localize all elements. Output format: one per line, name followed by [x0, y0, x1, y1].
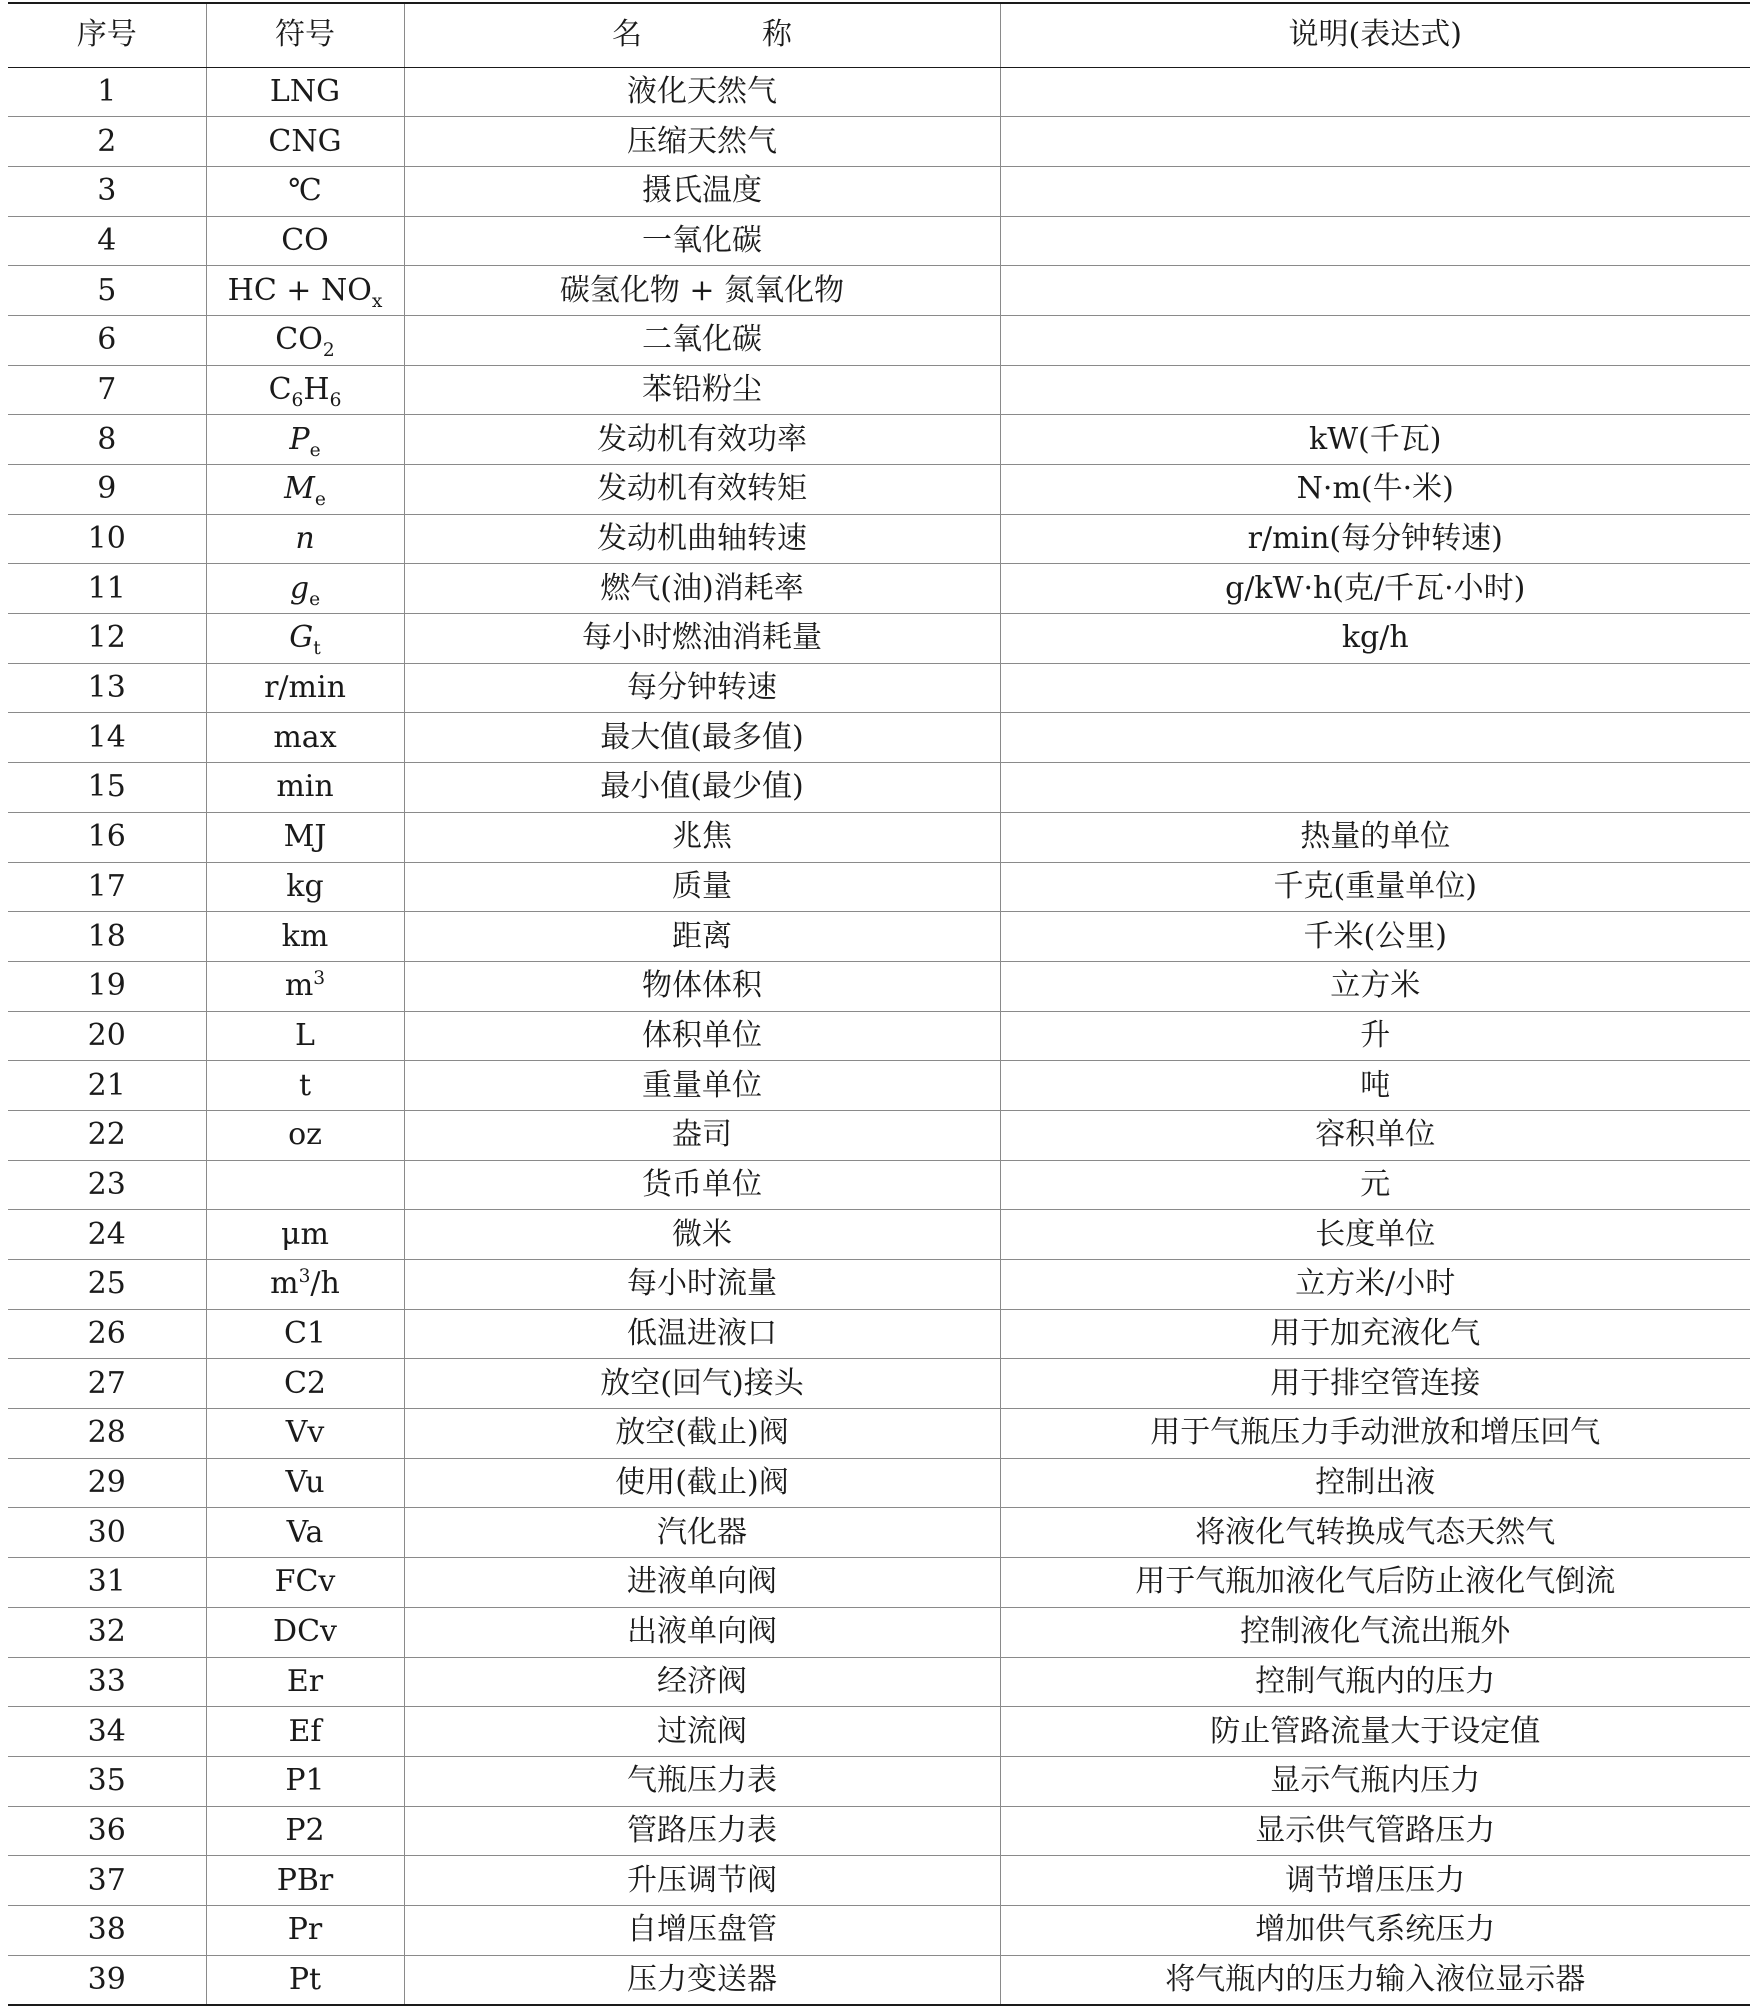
table-row	[8, 1856, 1750, 1906]
table-row	[8, 1558, 1750, 1608]
table-row	[8, 1905, 1750, 1955]
cell-description: 控制气瓶内的压力	[1000, 1657, 1750, 1707]
cell-description: 千米(公里)	[1000, 912, 1750, 962]
table-row	[8, 1409, 1750, 1459]
cell-name: 重量单位	[404, 1061, 1000, 1111]
table-row	[8, 1657, 1750, 1707]
symbol-main: m	[270, 1266, 299, 1302]
header-index: 序号	[8, 3, 206, 67]
table-row	[8, 614, 1750, 664]
cell-description	[1000, 166, 1750, 216]
symbol-subscript: e	[314, 489, 326, 511]
cell-index: 39	[8, 1955, 206, 2005]
cell-name: 进液单向阀	[404, 1558, 1000, 1608]
cell-index: 11	[8, 564, 206, 614]
table-row	[8, 1260, 1750, 1310]
cell-index: 17	[8, 862, 206, 912]
cell-description: 千克(重量单位)	[1000, 862, 1750, 912]
symbol-subscript-a: 6	[291, 389, 304, 411]
cell-index: 20	[8, 1011, 206, 1061]
cell-description	[1000, 266, 1750, 316]
cell-symbol	[206, 564, 404, 614]
cell-symbol	[206, 961, 404, 1011]
cell-symbol: n	[206, 514, 404, 564]
cell-name: 自增压盘管	[404, 1905, 1000, 1955]
cell-index: 33	[8, 1657, 206, 1707]
cell-name: 过流阀	[404, 1707, 1000, 1757]
header-name	[404, 3, 1000, 67]
cell-description	[1000, 216, 1750, 266]
cell-symbol	[206, 614, 404, 664]
cell-name: 发动机有效转矩	[404, 465, 1000, 515]
cell-symbol	[206, 365, 404, 415]
cell-index: 7	[8, 365, 206, 415]
cell-index: 25	[8, 1260, 206, 1310]
cell-description: 将气瓶内的压力输入液位显示器	[1000, 1955, 1750, 2005]
cell-description: 立方米/小时	[1000, 1260, 1750, 1310]
cell-description: 热量的单位	[1000, 812, 1750, 862]
cell-description	[1000, 763, 1750, 813]
symbol-subscript: x	[371, 290, 383, 312]
cell-name: 气瓶压力表	[404, 1756, 1000, 1806]
symbol-superscript: 3	[298, 1266, 311, 1288]
cell-symbol	[206, 315, 404, 365]
cell-index: 26	[8, 1309, 206, 1359]
cell-description: 调节增压压力	[1000, 1856, 1750, 1906]
cell-description	[1000, 67, 1750, 117]
cell-name: 低温进液口	[404, 1309, 1000, 1359]
table-row	[8, 315, 1750, 365]
cell-name: 物体体积	[404, 961, 1000, 1011]
cell-index: 4	[8, 216, 206, 266]
cell-description: 增加供气系统压力	[1000, 1905, 1750, 1955]
cell-symbol: t	[206, 1061, 404, 1111]
cell-description: 将液化气转换成气态天然气	[1000, 1508, 1750, 1558]
table-row	[8, 1756, 1750, 1806]
cell-name: 使用(截止)阀	[404, 1458, 1000, 1508]
cell-description	[1000, 365, 1750, 415]
cell-symbol: Vu	[206, 1458, 404, 1508]
cell-symbol: P2	[206, 1806, 404, 1856]
symbol-part-b: H	[303, 371, 330, 407]
symbol-subscript: t	[313, 638, 321, 660]
cell-symbol: max	[206, 713, 404, 763]
symbol-subscript-b: 6	[329, 389, 342, 411]
table-row	[8, 564, 1750, 614]
cell-name: 距离	[404, 912, 1000, 962]
cell-index: 27	[8, 1359, 206, 1409]
symbol-main: M	[284, 471, 315, 507]
table-row	[8, 365, 1750, 415]
cell-symbol: kg	[206, 862, 404, 912]
cell-name: 汽化器	[404, 1508, 1000, 1558]
cell-description: N·m(牛·米)	[1000, 465, 1750, 515]
cell-name: 放空(截止)阀	[404, 1409, 1000, 1459]
cell-symbol: Vv	[206, 1409, 404, 1459]
table-row	[8, 415, 1750, 465]
symbol-part-a: C	[268, 371, 292, 407]
cell-name: 管路压力表	[404, 1806, 1000, 1856]
cell-name: 发动机曲轴转速	[404, 514, 1000, 564]
symbol-main: g	[289, 570, 310, 606]
cell-description: r/min(每分钟转速)	[1000, 514, 1750, 564]
cell-index: 36	[8, 1806, 206, 1856]
table-row	[8, 1607, 1750, 1657]
table-row	[8, 961, 1750, 1011]
cell-name: 二氧化碳	[404, 315, 1000, 365]
cell-index: 15	[8, 763, 206, 813]
cell-symbol: C1	[206, 1309, 404, 1359]
cell-name: 液化天然气	[404, 67, 1000, 117]
cell-description: 元	[1000, 1160, 1750, 1210]
cell-name: 体积单位	[404, 1011, 1000, 1061]
cell-symbol: MJ	[206, 812, 404, 862]
table-row	[8, 663, 1750, 713]
cell-description: 用于加充液化气	[1000, 1309, 1750, 1359]
cell-description: 显示气瓶内压力	[1000, 1756, 1750, 1806]
cell-name: 一氧化碳	[404, 216, 1000, 266]
symbol-subscript: e	[309, 588, 321, 610]
table-row	[8, 1806, 1750, 1856]
cell-index: 9	[8, 465, 206, 515]
cell-name: 经济阀	[404, 1657, 1000, 1707]
cell-index: 6	[8, 315, 206, 365]
cell-description: 控制出液	[1000, 1458, 1750, 1508]
cell-name: 碳氢化物 + 氮氧化物	[404, 266, 1000, 316]
cell-index: 38	[8, 1905, 206, 1955]
symbol-main: G	[289, 620, 314, 656]
table-row	[8, 216, 1750, 266]
cell-index: 12	[8, 614, 206, 664]
cell-symbol: C2	[206, 1359, 404, 1409]
cell-name: 最大值(最多值)	[404, 713, 1000, 763]
cell-symbol: Va	[206, 1508, 404, 1558]
cell-index: 29	[8, 1458, 206, 1508]
cell-index: 3	[8, 166, 206, 216]
cell-name: 最小值(最少值)	[404, 763, 1000, 813]
cell-name: 升压调节阀	[404, 1856, 1000, 1906]
cell-symbol: PBr	[206, 1856, 404, 1906]
symbol-subscript: e	[309, 439, 321, 461]
cell-index: 32	[8, 1607, 206, 1657]
header-symbol: 符号	[206, 3, 404, 67]
table-row	[8, 117, 1750, 167]
cell-symbol: min	[206, 763, 404, 813]
cell-description: kg/h	[1000, 614, 1750, 664]
cell-description: 长度单位	[1000, 1210, 1750, 1260]
cell-index: 5	[8, 266, 206, 316]
cell-index: 23	[8, 1160, 206, 1210]
cell-name: 发动机有效功率	[404, 415, 1000, 465]
cell-description: 用于气瓶压力手动泄放和增压回气	[1000, 1409, 1750, 1459]
cell-description	[1000, 117, 1750, 167]
table-row	[8, 1160, 1750, 1210]
cell-index: 19	[8, 961, 206, 1011]
table-row	[8, 514, 1750, 564]
cell-description: kW(千瓦)	[1000, 415, 1750, 465]
cell-description: 吨	[1000, 1061, 1750, 1111]
cell-symbol: LNG	[206, 67, 404, 117]
cell-index: 10	[8, 514, 206, 564]
table-row	[8, 1458, 1750, 1508]
cell-name: 盎司	[404, 1110, 1000, 1160]
cell-name: 燃气(油)消耗率	[404, 564, 1000, 614]
cell-name: 每小时流量	[404, 1260, 1000, 1310]
cell-symbol	[206, 1260, 404, 1310]
table-row	[8, 1011, 1750, 1061]
cell-description	[1000, 315, 1750, 365]
cell-symbol: Pt	[206, 1955, 404, 2005]
table-row	[8, 713, 1750, 763]
table-row	[8, 266, 1750, 316]
cell-description: 显示供气管路压力	[1000, 1806, 1750, 1856]
symbol-main: HC + NO	[227, 272, 372, 308]
symbol-superscript: 3	[313, 968, 326, 990]
table-row	[8, 1707, 1750, 1757]
symbol-main: P	[289, 421, 310, 457]
cell-symbol: P1	[206, 1756, 404, 1806]
cell-symbol	[206, 465, 404, 515]
cell-index: 35	[8, 1756, 206, 1806]
cell-index: 24	[8, 1210, 206, 1260]
cell-index: 18	[8, 912, 206, 962]
table-row	[8, 166, 1750, 216]
cell-name: 微米	[404, 1210, 1000, 1260]
symbol-table	[8, 2, 1750, 2006]
table-row	[8, 1955, 1750, 2005]
table-row	[8, 465, 1750, 515]
cell-index: 8	[8, 415, 206, 465]
cell-symbol: r/min	[206, 663, 404, 713]
symbol-main: m	[284, 968, 314, 1004]
cell-index: 2	[8, 117, 206, 167]
table-row	[8, 1210, 1750, 1260]
cell-index: 1	[8, 67, 206, 117]
cell-name: 放空(回气)接头	[404, 1359, 1000, 1409]
table-row	[8, 763, 1750, 813]
cell-index: 31	[8, 1558, 206, 1608]
cell-symbol: μm	[206, 1210, 404, 1260]
table-row	[8, 1110, 1750, 1160]
cell-name: 质量	[404, 862, 1000, 912]
table-row	[8, 1359, 1750, 1409]
cell-name: 出液单向阀	[404, 1607, 1000, 1657]
cell-symbol	[206, 266, 404, 316]
cell-symbol: L	[206, 1011, 404, 1061]
cell-index: 13	[8, 663, 206, 713]
cell-description	[1000, 713, 1750, 763]
cell-symbol: FCv	[206, 1558, 404, 1608]
cell-symbol: Pr	[206, 1905, 404, 1955]
table-row	[8, 862, 1750, 912]
cell-index: 16	[8, 812, 206, 862]
cell-description: 立方米	[1000, 961, 1750, 1011]
cell-description: 容积单位	[1000, 1110, 1750, 1160]
header-name-part-1: 名	[612, 17, 642, 53]
table-row	[8, 912, 1750, 962]
cell-symbol: ℃	[206, 166, 404, 216]
cell-name: 摄氏温度	[404, 166, 1000, 216]
cell-symbol: Ef	[206, 1707, 404, 1757]
cell-description: 防止管路流量大于设定值	[1000, 1707, 1750, 1757]
table-row	[8, 1309, 1750, 1359]
cell-name: 兆焦	[404, 812, 1000, 862]
cell-symbol	[206, 1160, 404, 1210]
cell-description: 用于气瓶加液化气后防止液化气倒流	[1000, 1558, 1750, 1608]
symbol-subscript: 2	[322, 340, 335, 362]
cell-description: 控制液化气流出瓶外	[1000, 1607, 1750, 1657]
cell-index: 28	[8, 1409, 206, 1459]
cell-name: 每分钟转速	[404, 663, 1000, 713]
cell-description: g/kW·h(克/千瓦·小时)	[1000, 564, 1750, 614]
cell-symbol: km	[206, 912, 404, 962]
cell-description: 用于排空管连接	[1000, 1359, 1750, 1409]
cell-description: 升	[1000, 1011, 1750, 1061]
cell-name: 货币单位	[404, 1160, 1000, 1210]
table-row	[8, 812, 1750, 862]
cell-name: 压力变送器	[404, 1955, 1000, 2005]
cell-index: 34	[8, 1707, 206, 1757]
symbol-main: CO	[275, 322, 323, 358]
cell-index: 21	[8, 1061, 206, 1111]
cell-name: 苯铅粉尘	[404, 365, 1000, 415]
cell-symbol: DCv	[206, 1607, 404, 1657]
table-row	[8, 67, 1750, 117]
cell-name: 压缩天然气	[404, 117, 1000, 167]
cell-description	[1000, 663, 1750, 713]
cell-index: 30	[8, 1508, 206, 1558]
cell-index: 14	[8, 713, 206, 763]
cell-index: 22	[8, 1110, 206, 1160]
table-row	[8, 1061, 1750, 1111]
header-row	[8, 3, 1750, 67]
cell-symbol: oz	[206, 1110, 404, 1160]
symbol-tail: /h	[310, 1266, 340, 1302]
cell-symbol: Er	[206, 1657, 404, 1707]
table-row	[8, 1508, 1750, 1558]
header-name-part-2: 称	[762, 17, 792, 53]
header-description: 说明(表达式)	[1000, 3, 1750, 67]
cell-name: 每小时燃油消耗量	[404, 614, 1000, 664]
cell-symbol: CNG	[206, 117, 404, 167]
cell-symbol: CO	[206, 216, 404, 266]
cell-symbol	[206, 415, 404, 465]
cell-index: 37	[8, 1856, 206, 1906]
